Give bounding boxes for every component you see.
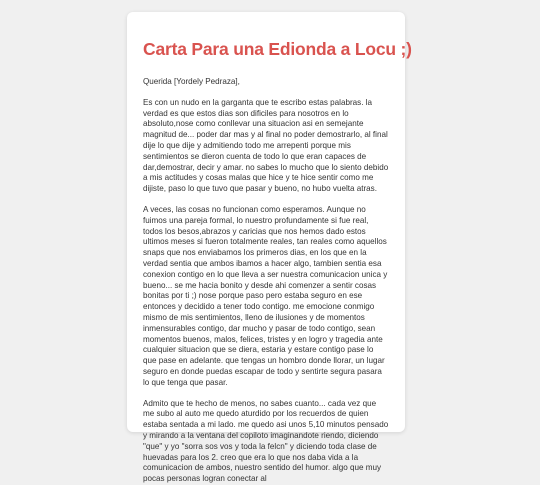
letter-paragraph: Es con un nudo en la garganta que te escribo estas palabras. la verdad es que estos dias son dificiles para nosotros en lo absoluto,nose como conllevar una situacion asi en semejante magnitud de... poder dar mas y al final no poder demostrarlo, al final dije lo que dije y admitiendo todo me arrepenti porque mis sentimientos se dieron cuenta de todo lo que eran capaces de dar,demostrar, decir y amar. no sabes lo mucho que lo siento debido a mis actitudes y cosas malas que hice y te hice sentir como me dijiste, paso lo que tuvo que pasar y bueno, no hubo vuelta atras.: [143, 97, 389, 194]
letter-title: Carta Para una Edionda a Locu ;): [143, 39, 412, 59]
letter-card: [127, 12, 412, 484]
letter-paragraph: Admito que te hecho de menos, no sabes cuanto... cada vez que me subo al auto me quedo aturdido por los recuerdos de quien estaba sentada a mi lado. me quedo asi unos 5,10 minutos pensado y mirando a la ventana del copiloto imaginandote riendo, diciendo "que" y yo "sorra sos vos y toda la felcn" y diciendo toda clase de huevadas para los 2. creo que era lo que nos daba vida a la comunicacion de ambos, nuestro sentido del humor. algo que muy pocas personas logran conectar al: [143, 398, 389, 484]
letter-greeting: Querida [Yordely Pedraza],: [143, 77, 240, 86]
letter-paragraph: A veces, las cosas no funcionan como esperamos. Aunque no fuimos una pareja formal, lo nuestro profundamente si fue real, todos los besos,abrazos y caricias que nos hemos dado estos ultimos meses si fueron totalmente reales, tan reales como aquellos snaps que nos enviabamos los primeros dias, en los que en la verdad sentia que ambos ibamos a hacer algo, tambien sentia esa conexion contigo en lo que lleva a ser nuestra comunicacion unica y bueno... se me hacia bonito y desde ahi comenzer a sentir cosas bonitas por ti ;) nose porque paso pero estaba seguro en ese entonces y decidido a tener todo contigo. me emocione conmigo mismo de mis sentimientos, lleno de ilusiones y de momentos inmensurables contigo, dar mucho y pasar de todo contigo, sean momentos buenos, malos, felices, tristes y en logro y tragedia ante cualquier situacion que se diera, estaria y estare contigo pase lo que pase en adelante. que tengas un hombro donde llorar, un lugar seguro en donde puedas escapar de todo y sentirte segura pasara lo que tenga que pasar.: [143, 204, 388, 387]
